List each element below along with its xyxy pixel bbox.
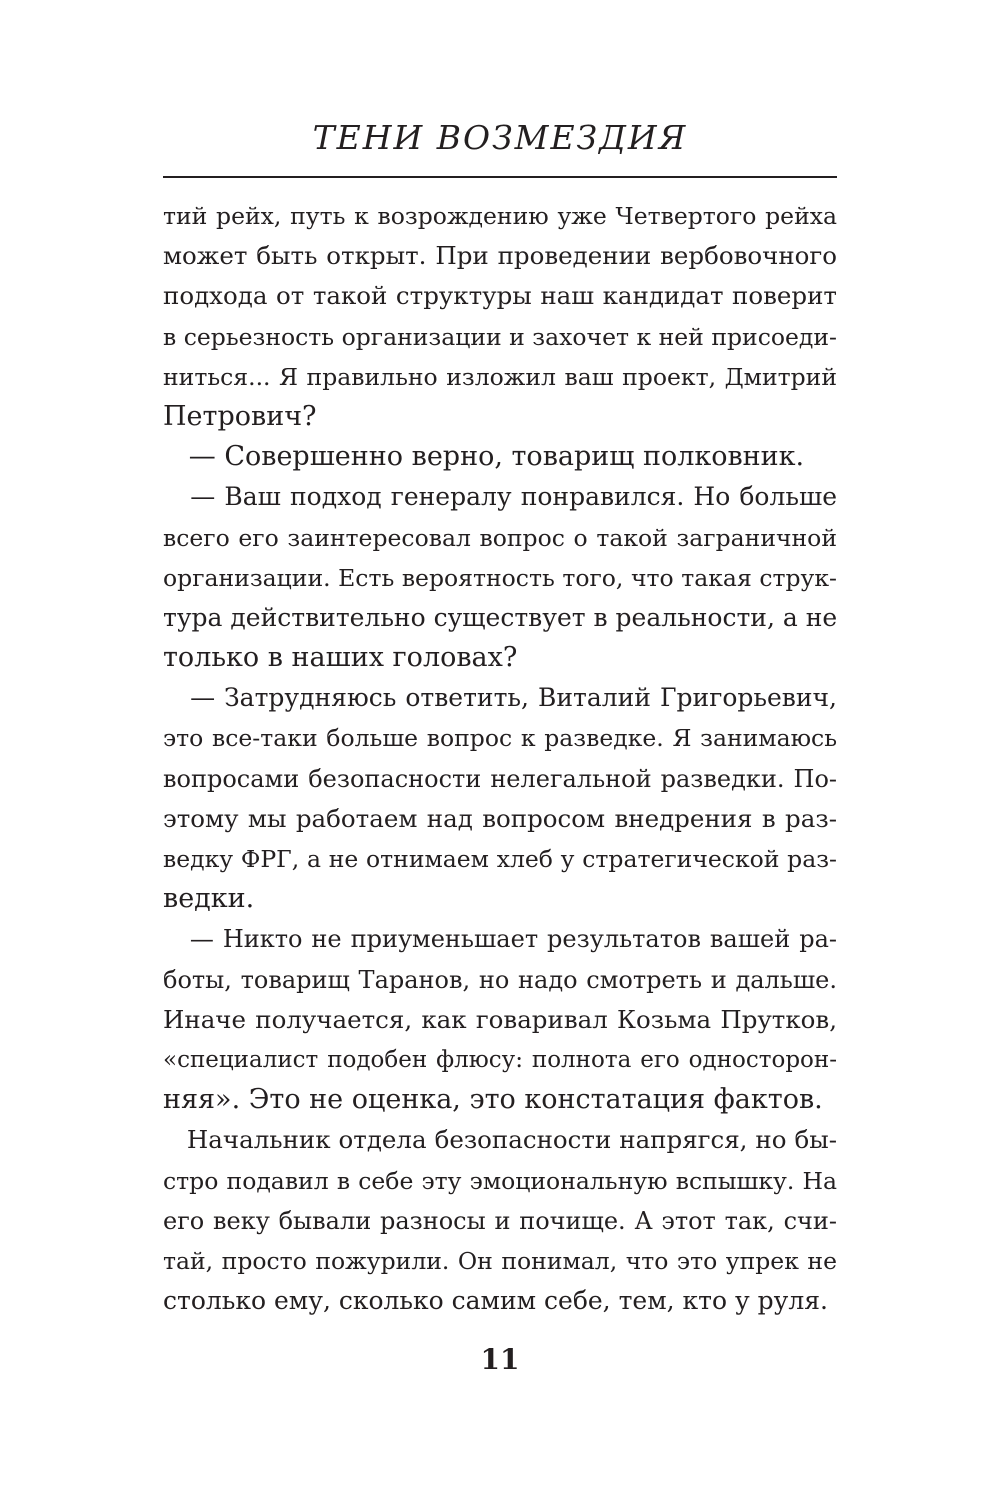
text-line: — Ваш подход генералу понравился. Но больше xyxy=(163,482,837,512)
text-line: организации. Есть вероятность того, что такая струк- xyxy=(163,563,837,592)
header-rule xyxy=(163,176,837,178)
text-line: тий рейх, путь к возрождению уже Четвертого рейха xyxy=(163,202,837,230)
text-line: тура действительно существует в реальности, а не xyxy=(163,602,838,632)
text-line: в серьезность организации и захочет к ней присоеди- xyxy=(163,322,837,351)
text-line: его веку бывали разносы и почище. А этот так, счи- xyxy=(163,1206,837,1235)
text-line: ниться... Я правильно изложил ваш проект, Дмитрий xyxy=(163,362,837,391)
text-line: стро подавил в себе эту эмоциональную вспышку. На xyxy=(163,1166,837,1195)
text-line: — Затрудняюсь ответить, Виталий Григорьевич, xyxy=(163,683,837,713)
running-title: ТЕНИ ВОЗМЕЗДИЯ xyxy=(312,118,688,157)
text-line: — Совершенно верно, товарищ полковник. xyxy=(163,441,805,473)
page-number: 11 xyxy=(480,1343,520,1376)
text-line: подхода от такой структуры наш кандидат поверит xyxy=(163,281,837,311)
text-line: вопросами безопасности нелегальной разведки. По- xyxy=(163,764,837,793)
text-line: всего его заинтересовал вопрос о такой заграничной xyxy=(163,523,837,552)
text-line: «специалист подобен флюсу: полнота его односторон- xyxy=(163,1046,837,1073)
text-line: тай, просто пожурили. Он понимал, что это упрек не xyxy=(163,1246,837,1275)
text-line: ведки. xyxy=(163,883,255,915)
text-line: столько ему, сколько самим себе, тем, кто у руля. xyxy=(163,1286,828,1316)
text-line: Начальник отдела безопасности напрягся, но бы- xyxy=(163,1125,837,1155)
text-line: этому мы работаем над вопросом внедрения в раз- xyxy=(163,803,837,833)
text-line: ведку ФРГ, а не отнимаем хлеб у стратегической раз- xyxy=(163,845,837,873)
text-line: боты, товарищ Таранов, но надо смотреть и дальше. xyxy=(163,965,837,994)
text-line: это все-таки больше вопрос к разведке. Я занимаюсь xyxy=(163,724,837,753)
text-line: Иначе получается, как говаривал Козьма Прутков, xyxy=(163,1004,837,1034)
text-line: няя». Это не оценка, это констатация фактов. xyxy=(163,1084,823,1116)
text-line: только в наших головах? xyxy=(163,642,518,674)
text-line: Петрович? xyxy=(163,400,317,432)
body-text xyxy=(163,196,837,1321)
text-line: — Никто не приуменьшает результатов вашей ра- xyxy=(163,925,837,954)
text-line: может быть открыт. При проведении вербовочного xyxy=(163,241,837,271)
